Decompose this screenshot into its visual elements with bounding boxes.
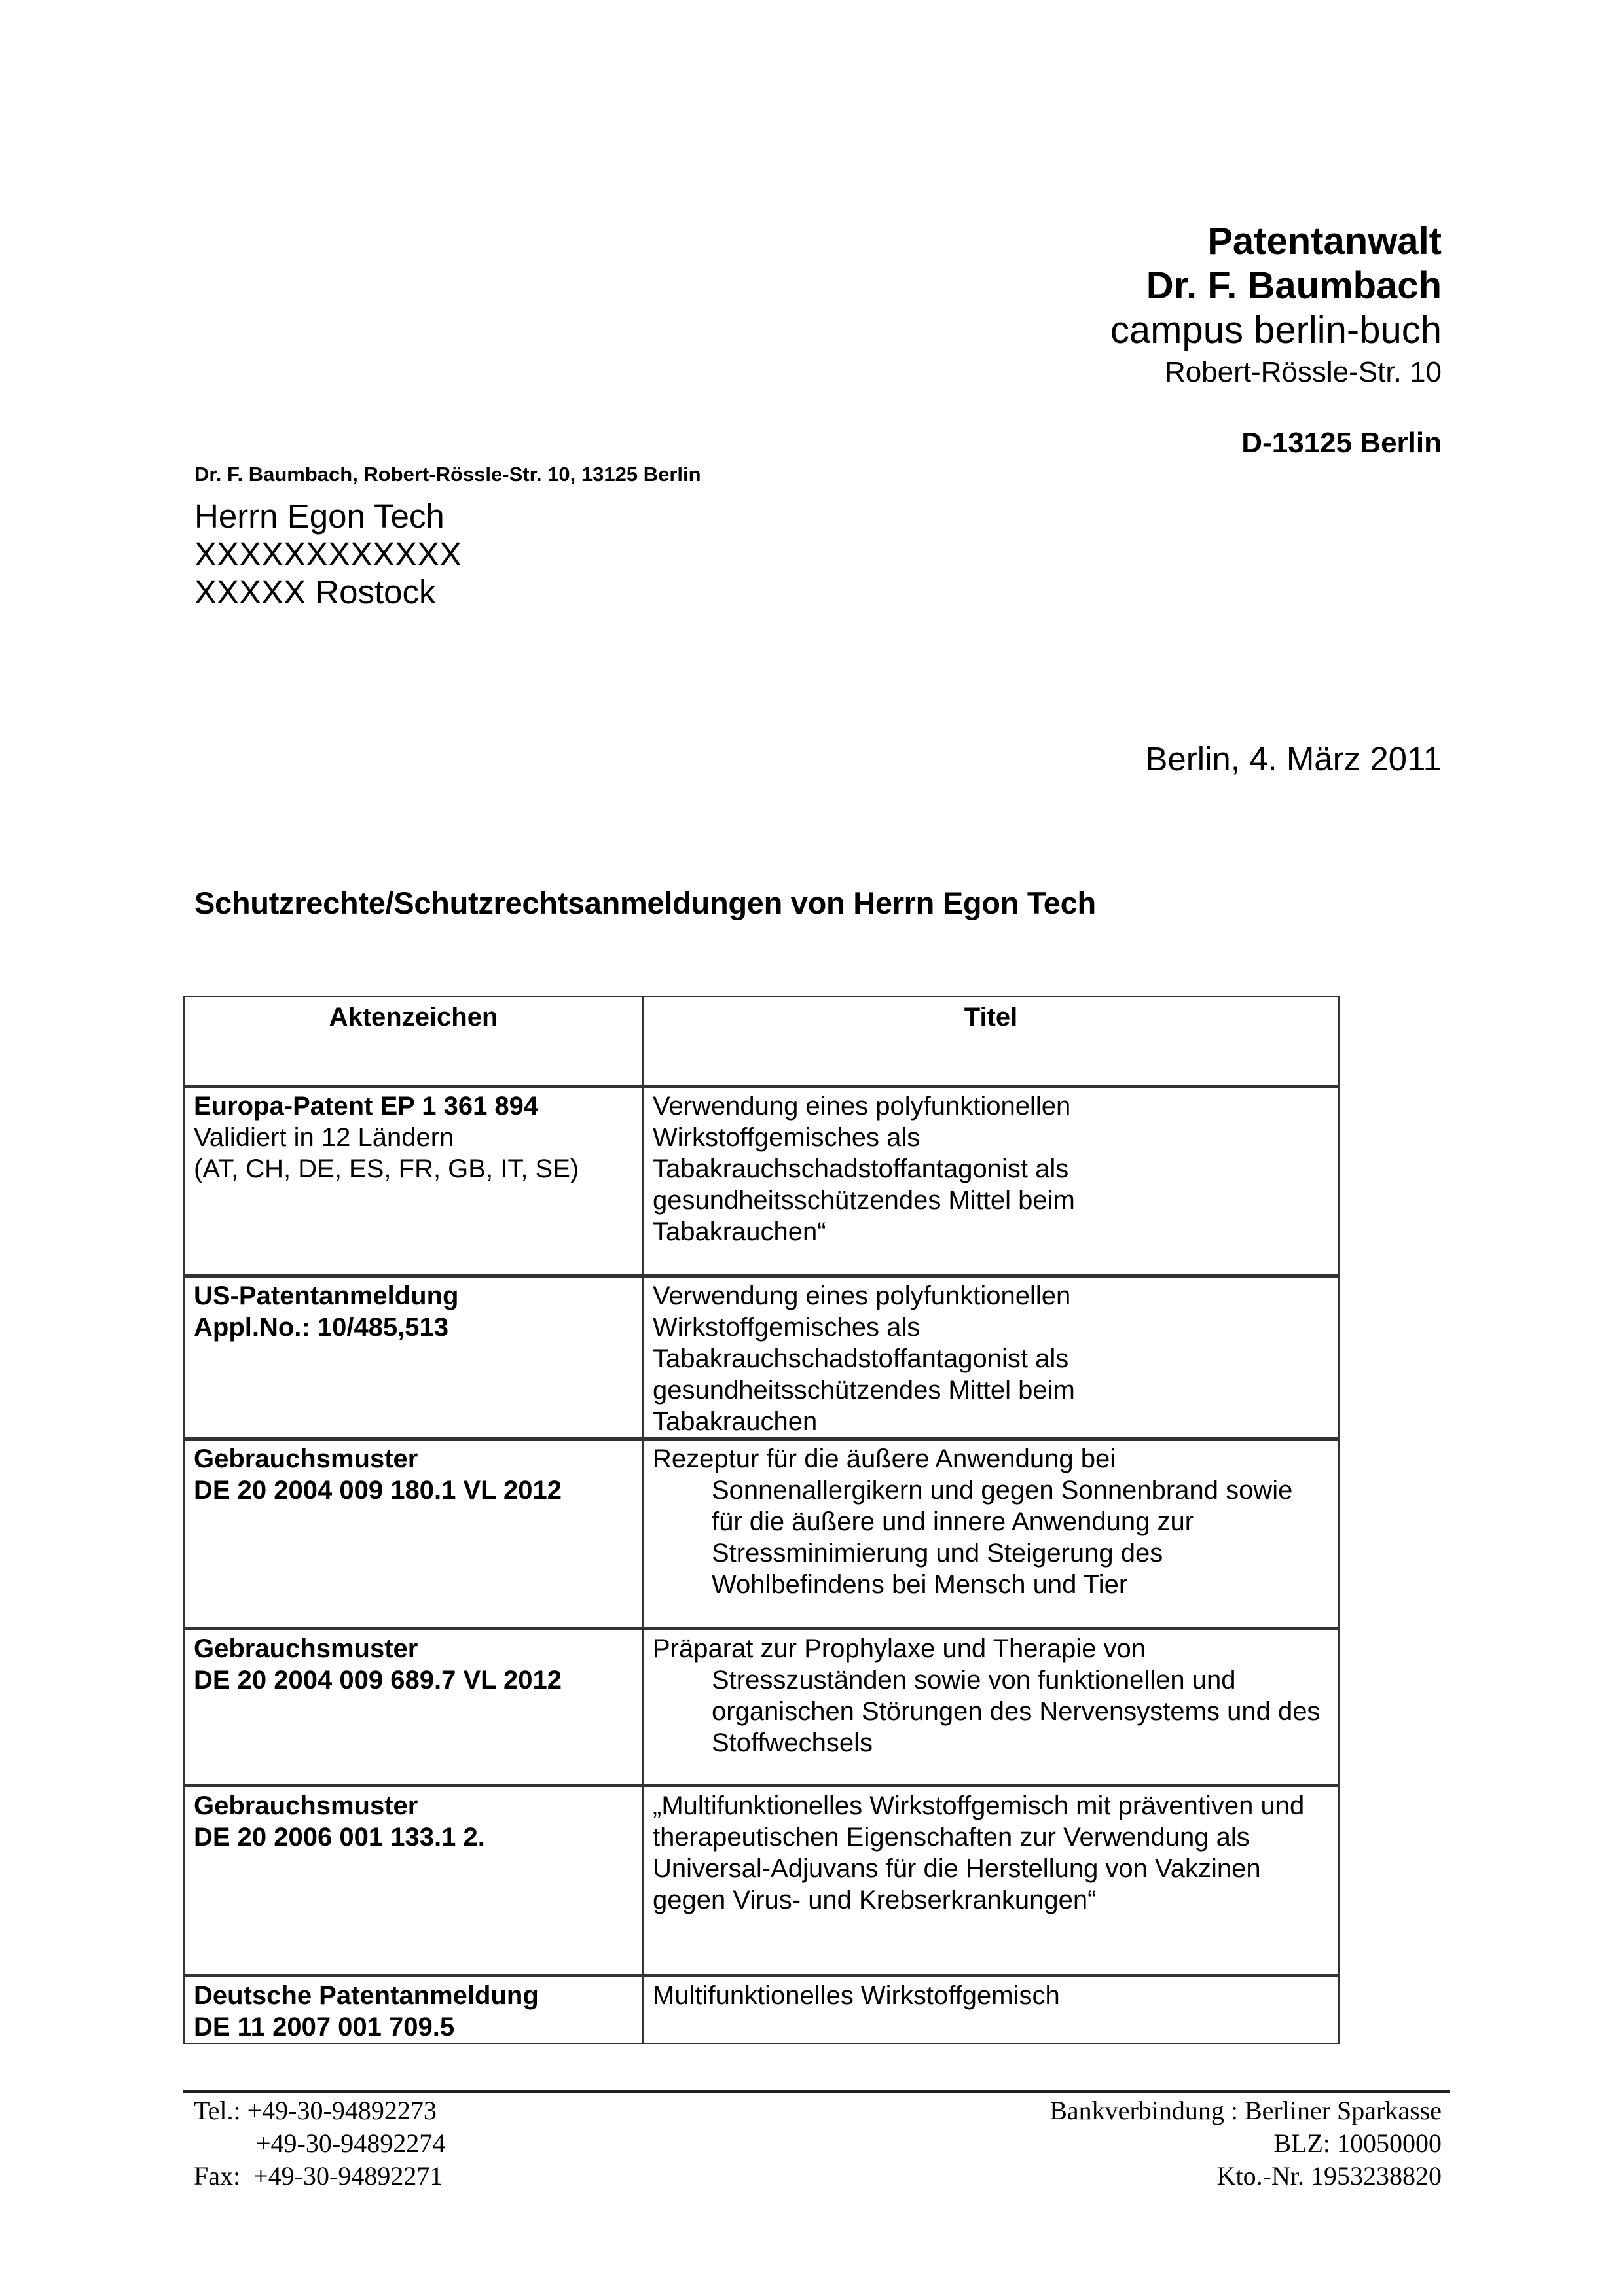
patent-title: Verwendung eines polyfunktionellen Wirkstoffgemisches als Tabakrauchschadstoffantagonist als gesundheitsschützendes Mittel beim Tabakrauchen“ — [653, 1091, 1075, 1246]
reference-countries: (AT, CH, DE, ES, FR, GB, IT, SE) — [194, 1154, 579, 1183]
reference-cell — [184, 1439, 643, 1628]
reference-number: DE 20 2004 009 180.1 VL 2012 — [194, 1475, 562, 1505]
title-cell — [643, 1628, 1339, 1785]
letter-date: Berlin, 4. März 2011 — [1145, 740, 1442, 778]
fax-label: Fax: — [194, 2161, 241, 2191]
table-row — [184, 1628, 1339, 1785]
table-row — [184, 1785, 1339, 1975]
reference-type: Gebrauchsmuster — [194, 1444, 418, 1473]
table-header-row — [184, 997, 1339, 1086]
tel-label: Tel.: — [194, 2096, 241, 2125]
reference-cell — [184, 1785, 643, 1975]
reference-cell — [184, 1086, 643, 1276]
patent-title: Verwendung eines polyfunktionellen Wirkstoffgemisches als Tabakrauchschadstoffantagonist als gesundheitsschützendes Mittel beim Tabakrauchen — [653, 1281, 1075, 1436]
reference-type: Gebrauchsmuster — [194, 1791, 418, 1820]
reference-type: Deutsche Patentanmeldung — [194, 1981, 539, 2010]
bank-name: Bankverbindung : Berliner Sparkasse — [1049, 2096, 1442, 2125]
title-cell — [643, 1785, 1339, 1975]
recipient-address — [194, 497, 462, 611]
letterhead-name: Dr. F. Baumbach — [1146, 264, 1442, 307]
fax-number: +49-30-94892271 — [253, 2161, 443, 2191]
reference-note: Validiert in 12 Ländern — [194, 1122, 454, 1152]
reference-type: Gebrauchsmuster — [194, 1634, 418, 1663]
patent-title: Präparat zur Prophylaxe und Therapie von Stresszuständen sowie von funktionellen und organischen Störungen des Nervensystems und des Stoffwechsels — [653, 1634, 1321, 1757]
reference-type: Europa-Patent EP 1 361 894 — [194, 1091, 539, 1121]
recipient-street: XXXXXXXXXXXX — [194, 535, 462, 573]
letterhead-title: Patentanwalt — [1207, 220, 1442, 262]
tel-number-2: +49-30-94892274 — [256, 2128, 446, 2158]
letterhead-campus: campus berlin-buch — [1110, 309, 1442, 351]
footer-contact — [194, 2094, 445, 2193]
tel-number-1: +49-30-94892273 — [247, 2096, 437, 2125]
patent-title: Multifunktionelles Wirkstoffgemisch — [653, 1981, 1060, 2010]
reference-cell — [184, 1975, 643, 2043]
column-header-aktenzeichen: Aktenzeichen — [184, 997, 643, 1086]
reference-number: Appl.No.: 10/485,513 — [194, 1312, 449, 1342]
patent-title: „Multifunktionelles Wirkstoffgemisch mit präventiven und therapeutischen Eigenschaften zur Verwendung als Universal-Adjuvans für die Herstellung von Vakzinen gegen Virus- und Krebserkrankungen“ — [653, 1791, 1305, 1914]
letter-subject: Schutzrechte/Schutzrechtsanmeldungen von Herrn Egon Tech — [194, 886, 1096, 920]
patent-title: Rezeptur für die äußere Anwendung bei Sonnenallergikern und gegen Sonnenbrand sowie für die äußere und innere Anwendung zur Stressminimierung und Steigerung des Wohlbefindens bei Mensch und Tier — [653, 1444, 1293, 1599]
title-cell — [643, 1086, 1339, 1276]
letterhead-city: D-13125 Berlin — [1241, 427, 1442, 459]
reference-number: DE 20 2006 001 133.1 2. — [194, 1822, 485, 1852]
patent-table — [183, 996, 1340, 2044]
recipient-name: Herrn Egon Tech — [194, 497, 445, 535]
bank-code: BLZ: 10050000 — [1273, 2128, 1442, 2158]
reference-cell — [184, 1276, 643, 1439]
column-header-titel: Titel — [643, 997, 1339, 1086]
title-cell — [643, 1975, 1339, 2043]
table-row — [184, 1086, 1339, 1276]
footer-divider — [183, 2090, 1450, 2093]
footer-fax-line — [194, 2160, 445, 2193]
letterhead-street: Robert-Rössle-Str. 10 — [1164, 356, 1442, 388]
account-number: Kto.-Nr. 1953238820 — [1216, 2161, 1442, 2191]
sender-return-address: Dr. F. Baumbach, Robert-Rössle-Str. 10, 13125 Berlin — [194, 463, 701, 486]
reference-number: DE 20 2004 009 689.7 VL 2012 — [194, 1665, 562, 1695]
title-cell — [643, 1439, 1339, 1628]
title-cell — [643, 1276, 1339, 1439]
table-row — [184, 1975, 1339, 2043]
reference-type: US-Patentanmeldung — [194, 1281, 459, 1310]
reference-cell — [184, 1628, 643, 1785]
footer-tel-line — [194, 2094, 445, 2127]
footer-bank — [1049, 2094, 1442, 2193]
letterhead — [1110, 219, 1442, 463]
recipient-city: XXXXX Rostock — [194, 573, 436, 611]
table-row — [184, 1276, 1339, 1439]
reference-number: DE 11 2007 001 709.5 — [194, 2012, 455, 2041]
table-row — [184, 1439, 1339, 1628]
